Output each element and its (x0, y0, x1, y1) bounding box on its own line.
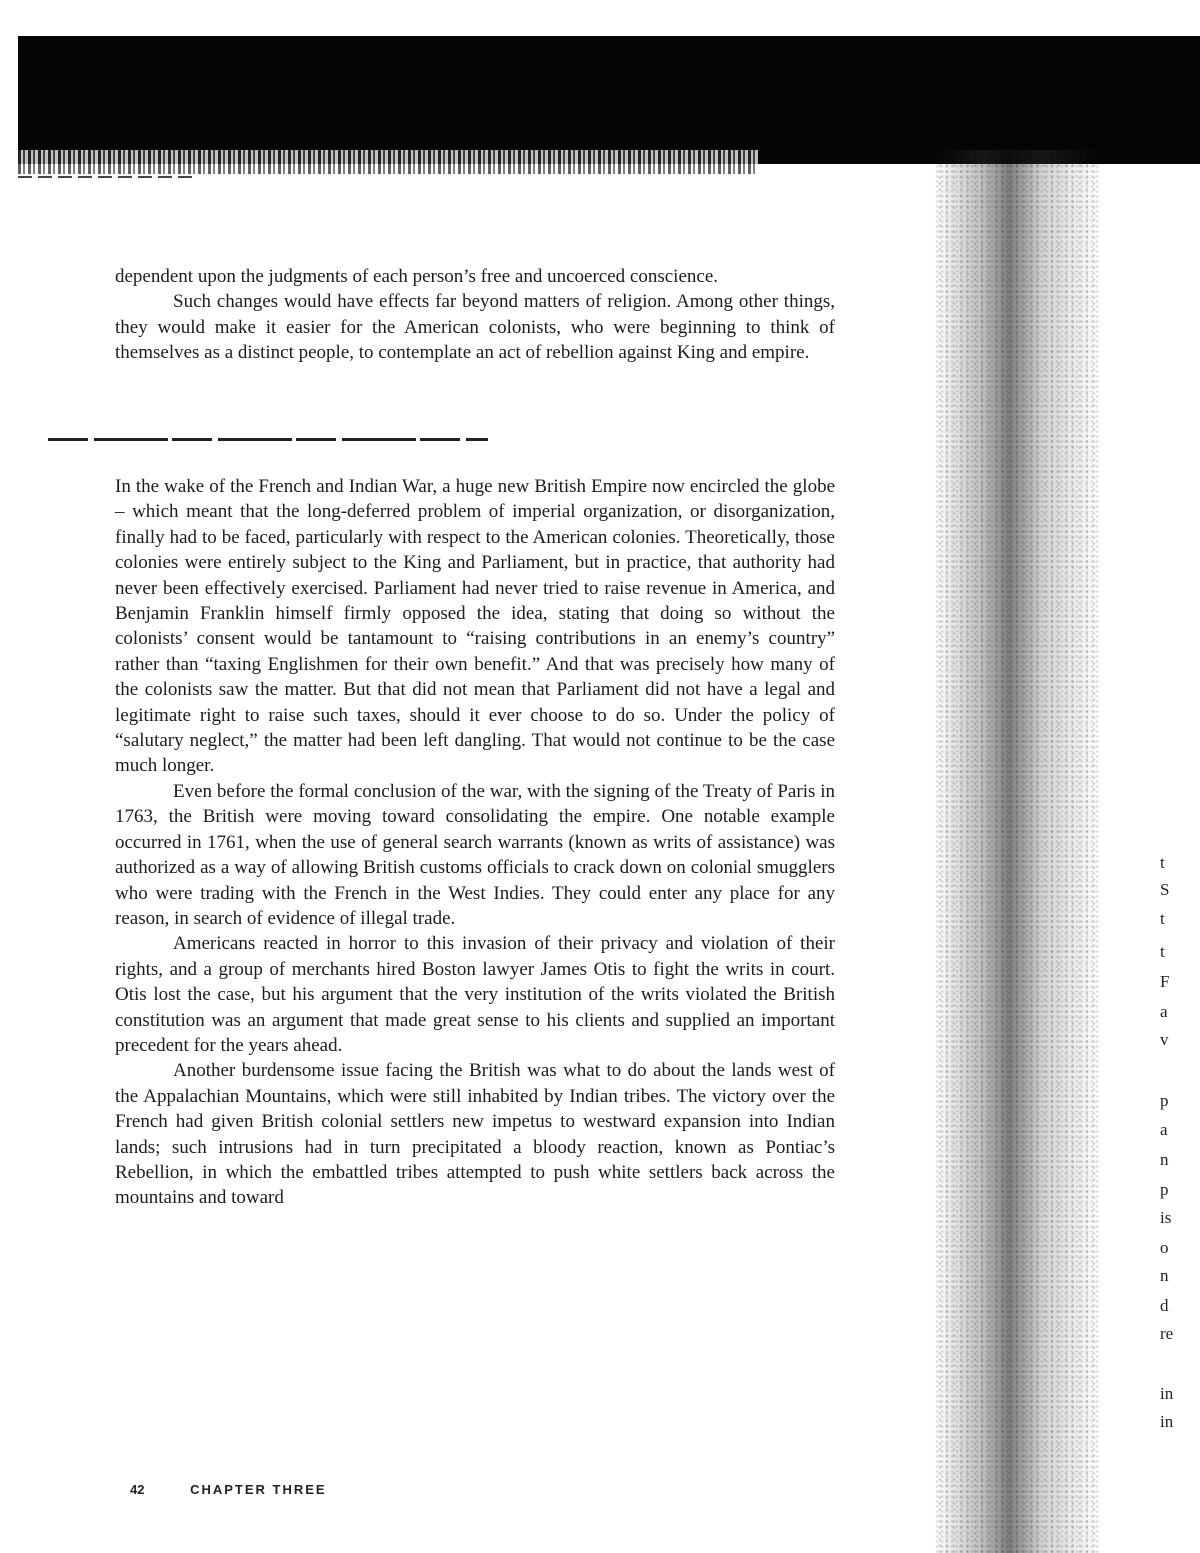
facing-page-fragment: n (1160, 1150, 1169, 1169)
facing-page-fragment: S (1160, 880, 1170, 899)
facing-page-fragment: in (1160, 1412, 1174, 1431)
paragraph: Americans reacted in horror to this invasion of their privacy and violation of their rights, and a group of merchants hired Boston lawyer James Otis to fight the writs in court. Otis lost the case, but his argument that the very institution of the writs violated the British constitution was an argument that made great sense to his clients and supplied an important precedent for the years ahead. (115, 933, 835, 1056)
facing-page-fragment: F (1160, 972, 1170, 991)
paragraph-continuation: dependent upon the judgments of each person’s free and uncoerced conscience. (115, 266, 719, 287)
facing-page-fragment: p (1160, 1180, 1169, 1199)
section-break-rule (48, 438, 488, 441)
paragraph: In the wake of the French and Indian War, a huge new British Empire now encircled the globe – which meant that the long-deferred problem of imperial organization, or disorganization, finally had to be faced, particularly with respect to the American colonies. Theoretically, those colonies were entirely subject to the King and Parliament, but in practice, that authority had never been effectively exercised. Parliament had never tried to raise revenue in America, and Benjamin Franklin himself firmly opposed the idea, stating that doing so without the colonists’ consent would be tantamount to “raising contributions in an enemy’s country” rather than “taxing Englishmen for their own benefit.” And that was precisely how many of the colonists saw the matter. But that did not mean that Parliament did not have a legal and legitimate right to raise such taxes, should it ever choose to do so. Under the policy of “salutary neglect,” the matter had been left dangling. That would not continue to be the case much longer. (115, 476, 835, 777)
facing-page-fragment: t (1160, 909, 1165, 928)
scan-top-black-band (18, 36, 1200, 164)
body-text (115, 474, 835, 1211)
scan-noise-edge (18, 150, 758, 174)
facing-page-fragment: d (1160, 1296, 1169, 1315)
facing-page-fragment: v (1160, 1030, 1169, 1049)
facing-page-fragment: a (1160, 1002, 1168, 1021)
facing-page-fragment: t (1160, 853, 1165, 872)
page-number: 42 (130, 1482, 145, 1497)
facing-page-edge (1160, 0, 1200, 1553)
paragraph: Another burdensome issue facing the British was what to do about the lands west of the Appalachian Mountains, which were still inhabited by Indian tribes. The victory over the French had given British colonial settlers new impetus to westward expansion into Indian lands; such intrusions had in turn precipitated a bloody reaction, known as Pontiac’s Rebellion, in which the embattled tribes attempted to push white settlers back across the mountains and toward (115, 1060, 835, 1209)
paragraph: Such changes would have effects far beyond matters of religion. Among other things, they would make it easier for the American colonists, who were beginning to think of themselves as a distinct people, to contemplate an act of rebellion against King and empire. (115, 291, 835, 364)
facing-page-fragment: a (1160, 1120, 1168, 1139)
facing-page-fragment: o (1160, 1238, 1169, 1257)
facing-page-fragment: t (1160, 942, 1165, 961)
intro-text (115, 264, 835, 366)
paragraph: Even before the formal conclusion of the war, with the signing of the Treaty of Paris in 1763, the British were moving toward consolidating the empire. One notable example occurred in 1761, when the use of general search warrants (known as writs of assistance) was authorized as a way of allowing British customs officials to crack down on colonial smugglers who were trading with the French in the West Indies. They could enter any place for any reason, in search of evidence of illegal trade. (115, 780, 835, 929)
facing-page-fragment: is (1160, 1208, 1172, 1227)
facing-page-fragment: p (1160, 1091, 1169, 1110)
page-footer (130, 1482, 327, 1497)
facing-page-fragment: re (1160, 1324, 1174, 1343)
facing-page-fragment: in (1160, 1384, 1174, 1403)
book-gutter-shadow (935, 150, 1100, 1553)
running-head: CHAPTER THREE (190, 1482, 327, 1497)
facing-page-fragment: n (1160, 1266, 1169, 1285)
scan-rule-artifact (18, 176, 198, 178)
